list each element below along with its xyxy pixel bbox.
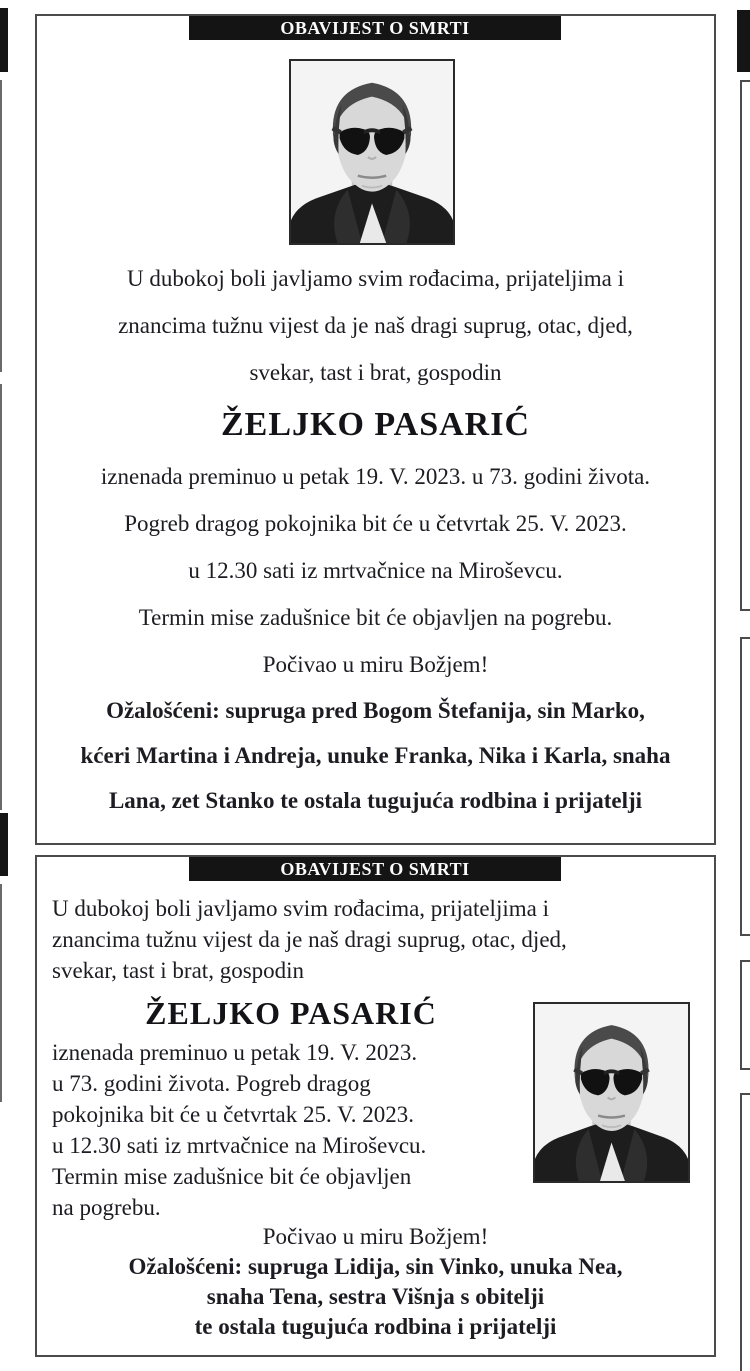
deceased-portrait-photo-2 (533, 1002, 690, 1183)
intro-line: svekar, tast i brat, gospodin (52, 958, 305, 983)
detail-line: na pogrebu. (52, 1195, 161, 1220)
death-notice-2-header-bar (189, 857, 561, 881)
mourners-line: kćeri Martina i Andreja, unuke Franka, Nika i Karla, snaha (80, 743, 671, 768)
portrait-man-sunglasses-illustration (535, 1004, 688, 1181)
detail-line: u 12.30 sati iz mrtvačnice na Miroševcu. (188, 558, 563, 583)
death-notice-1-body (45, 255, 706, 823)
death-notice-2-mourners (37, 1252, 714, 1342)
farewell-line: Počivao u miru Božjem! (262, 1224, 489, 1249)
death-notice-2-details (52, 1037, 517, 1223)
mourners-line: te ostala tugujuća rodbina i prijatelji (194, 1314, 557, 1339)
detail-line: iznenada preminuo u petak 19. V. 2023. (52, 1040, 418, 1065)
detail-line: Pogreb dragog pokojnika bit će u četvrtak 25. V. 2023. (124, 511, 627, 536)
right-edge-adjacent-notice-fragment (740, 637, 750, 936)
detail-line: Termin mise zadušnice bit će objavljen (52, 1164, 412, 1189)
deceased-name: ŽELJKO PASARIĆ (145, 995, 437, 1031)
detail-line: Termin mise zadušnice bit će objavljen na pogrebu. (138, 605, 613, 630)
death-notice-2-intro (52, 893, 700, 986)
mourners-line: snaha Tena, sestra Višnja s obitelji (206, 1284, 545, 1309)
right-edge-adjacent-notice-fragment (740, 960, 750, 1070)
mourners-line: Lana, zet Stanko te ostala tugujuća rodbina i prijatelji (108, 788, 643, 813)
left-edge-adjacent-border-fragment (0, 884, 2, 1102)
intro-line: svekar, tast i brat, gospodin (249, 360, 502, 385)
death-notice-1-header-bar (189, 16, 561, 40)
left-edge-adjacent-header-fragment (0, 813, 8, 876)
right-edge-adjacent-notice-fragment (740, 1093, 750, 1371)
farewell-line: Počivao u miru Božjem! (262, 652, 489, 677)
portrait-man-sunglasses-illustration (291, 61, 453, 243)
detail-line: pokojnika bit će u četvrtak 25. V. 2023. (52, 1102, 414, 1127)
mourners-line: Ožalošćeni: supruga Lidija, sin Vinko, unuka Nea, (128, 1254, 623, 1279)
detail-line: u 73. godini života. Pogreb dragog (52, 1071, 371, 1096)
detail-line: u 12.30 sati iz mrtvačnice na Miroševcu. (52, 1133, 427, 1158)
death-notice-2-header-label: OBAVIJEST O SMRTI (280, 859, 470, 879)
intro-line: znancima tužnu vijest da je naš dragi suprug, otac, djed, (52, 927, 567, 952)
left-edge-adjacent-header-fragment (0, 8, 8, 72)
intro-line: U dubokoj boli javljamo svim rođacima, prijateljima i (127, 266, 624, 291)
intro-line: U dubokoj boli javljamo svim rođacima, prijateljima i (52, 896, 549, 921)
death-notice-1-header-label: OBAVIJEST O SMRTI (280, 18, 470, 38)
left-edge-adjacent-border-fragment (0, 384, 2, 810)
left-edge-adjacent-border-fragment (0, 80, 2, 372)
deceased-portrait-photo-1 (289, 59, 455, 245)
deceased-name: ŽELJKO PASARIĆ (220, 406, 531, 443)
right-edge-adjacent-notice-fragment (740, 80, 750, 611)
mourners-line: Ožalošćeni: supruga pred Bogom Štefanija, sin Marko, (106, 698, 645, 723)
detail-line: iznenada preminuo u petak 19. V. 2023. u 73. godini života. (100, 464, 651, 489)
intro-line: znancima tužnu vijest da je naš dragi suprug, otac, djed, (118, 313, 633, 338)
right-edge-adjacent-header-fragment (737, 10, 750, 72)
